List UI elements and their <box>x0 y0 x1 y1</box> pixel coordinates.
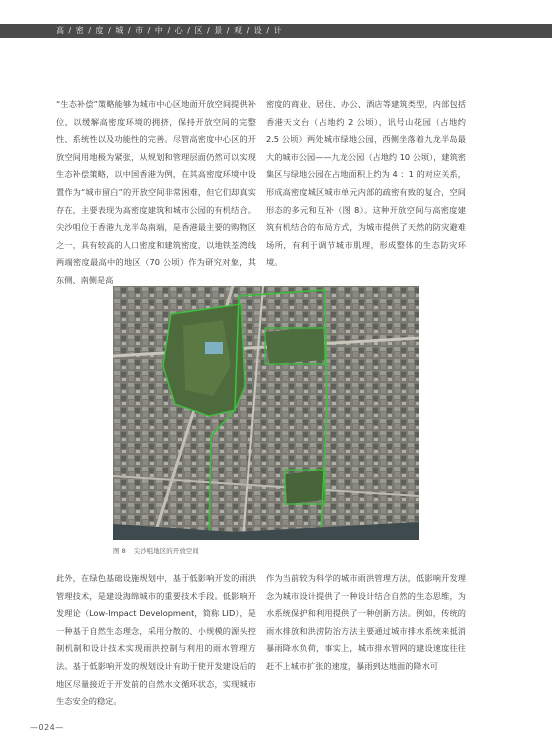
body-text-col3: 此外，在绿色基础设施规划中，基于低影响开发的雨洪管理技术，是建设海绵城市的重要技术手段。低影响开发理论（Low-Impact Development，简称 LID），是一种基于自然生态理念，采用分散的、小规模的源头控制机制和设计技术实现雨洪控制与利用的雨水管理方法。基于低影响开发的规划设计有助于使开发建设后的地区尽量接近于开发前的自然水文循环状态，实现城市生态安全的稳定。 <box>56 573 256 707</box>
body-text-col1: “生态补偿”策略能够为城市中心区地面开放空间提供补位，以缓解高密度环境的拥挤，保持开放空间的完整性、系统性以及功能性的完善。尽管高密度中心区的开放空间用地极为紧张，从规划和管理层面仍然可以实现生态补偿策略，以中国香港为例，在其高密度环境中设置作为“城市留白”的开放空间非常困难，但它们却真实存在，主要表现为高密度建筑和城市公园的有机结合。尖沙咀位于香港九龙半岛南端，是香港最主要的购物区之一，具有较高的人口密度和建筑密度，以地铁荃湾线两端密度最高中的地区（70 公顷）作为研究对象，其东侧、南侧是高 <box>56 99 256 285</box>
figure-caption-text: 尖沙咀地区的开放空间 <box>133 547 199 555</box>
figure-number: 图 8 <box>113 547 126 555</box>
aerial-photo <box>113 286 419 540</box>
running-header: 高 / 密 / 度 / 城 / 市 / 中 / 心 / 区 / 景 / 观 / 设 / 计 <box>56 26 283 35</box>
aerial-photo-figure <box>113 286 419 540</box>
body-text-col4: 作为当前较为科学的城市雨洪管理方法，低影响开发理念为城市设计提供了一种设计结合自然的生态思维，为水系统保护和利用提供了一种创新方法。例如，传统的雨水排放和洪涝防治方法主要通过城市排水系统来抵消暴雨降水负荷，事实上，城市排水管网的建设速度往往赶不上城市扩张的速度，暴雨到达地面的降水可 <box>266 573 466 671</box>
header-bar <box>0 24 552 38</box>
body-text-col2: 密度的商业、居住、办公、酒店等建筑类型，内部包括香港天文台（占地约 2 公顷），讯号山花园（占地约 2.5 公顷）两处城市绿地公园，西侧坐落着九龙半岛最大的城市公园——九龙公园（占地约 10 公顷），建筑密集区与绿地公园在占地面积上约为 4 ：1 的对应关系，形成高密度城区城市单元内部的疏密有致的复合，空间形态的多元和互补（图 8）。这种开放空间与高密度建筑有机结合的布局方式，为城市提供了天然的防灾避难场所，有利于调节城市肌理，形成整体的生态防灾环境。 <box>266 99 466 268</box>
page-number: —024— <box>30 723 64 732</box>
figure-caption <box>113 546 199 555</box>
